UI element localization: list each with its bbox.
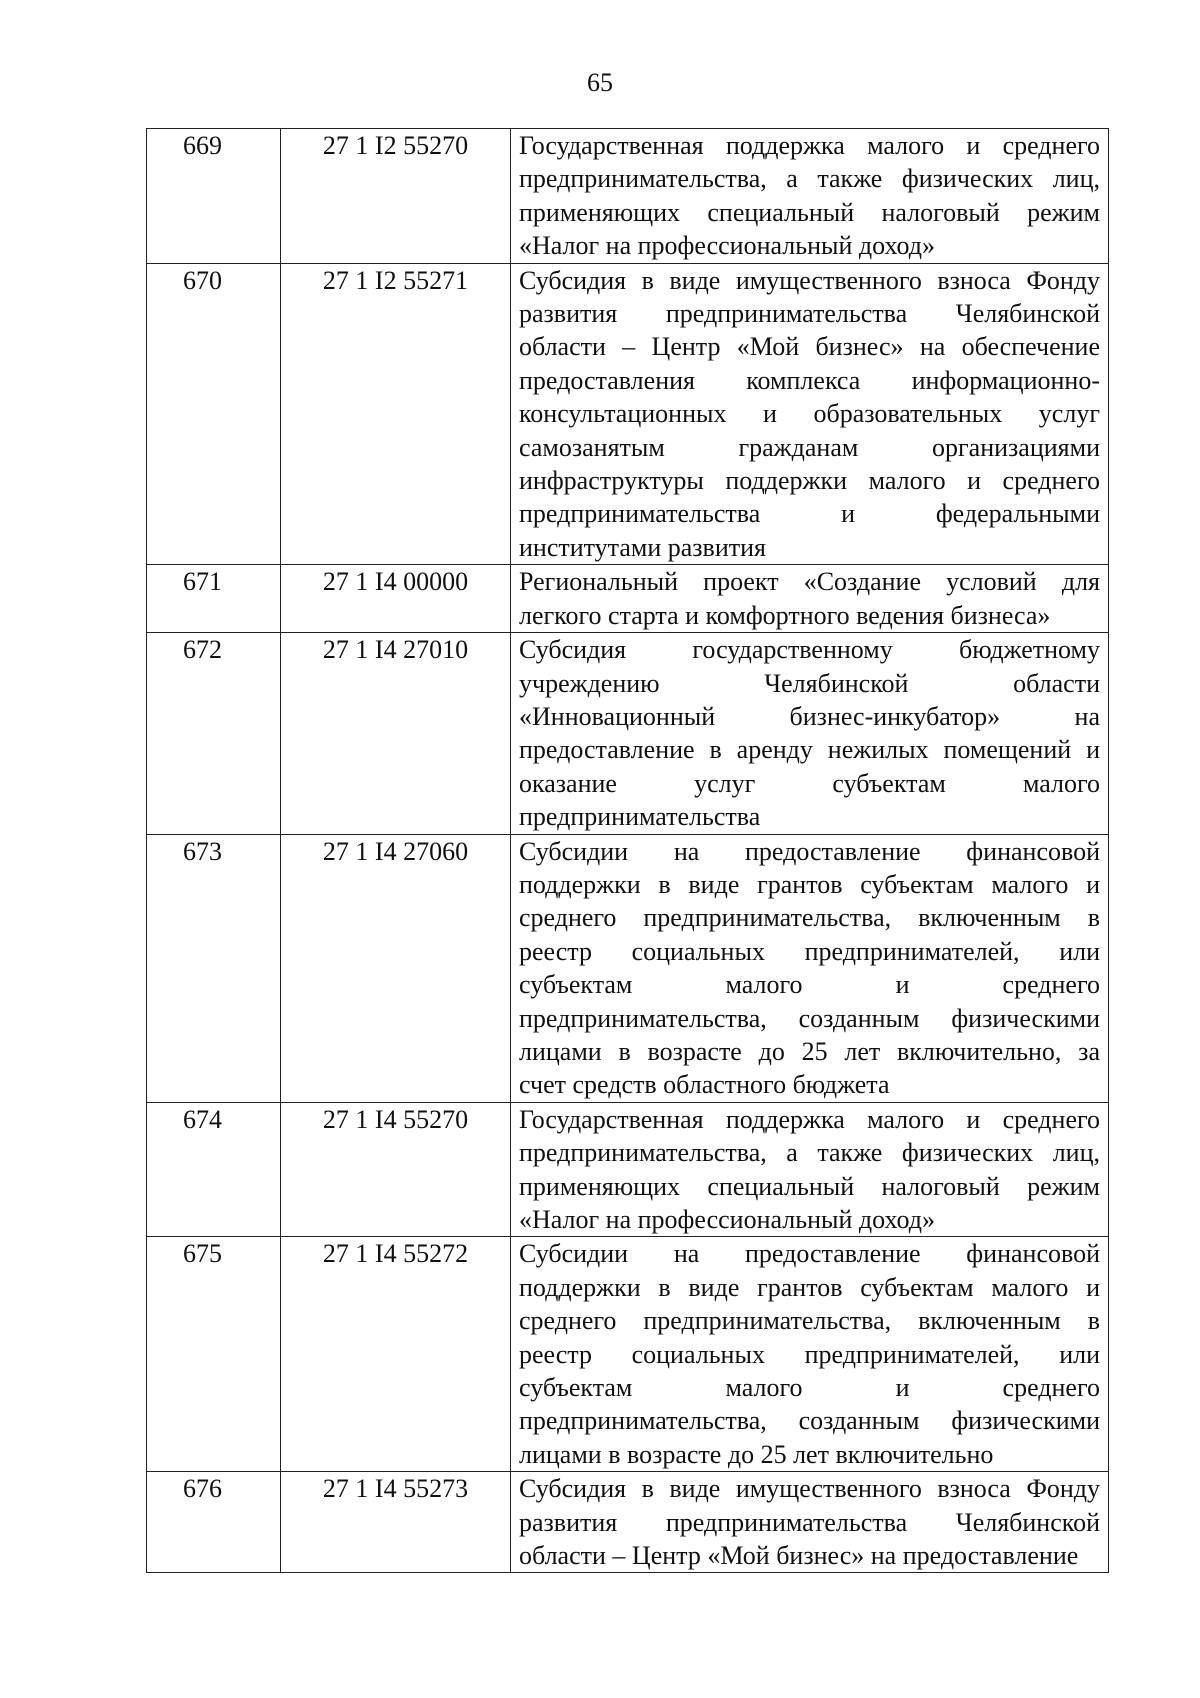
description-line: субъектам малого и среднего (519, 1373, 1100, 1403)
description-line: Государственная поддержка малого и среднего (519, 1104, 1100, 1134)
description-line: предпринимательства (519, 802, 761, 832)
description-line: консультационных и образовательных услуг (519, 399, 1100, 429)
budget-codes-table (146, 128, 1109, 1573)
description-line: Государственная поддержка малого и среднего (519, 131, 1100, 160)
description-line: лицами в возрасте до 25 лет включительно (519, 1439, 994, 1469)
description-line: счет средств областного бюджета (519, 1070, 890, 1100)
description-line: Субсидии на предоставление финансовой (519, 836, 1100, 866)
description-line: области – Центр «Мой бизнес» на обеспечение (519, 332, 1100, 362)
description-line: среднего предпринимательства, включенным в (519, 1306, 1100, 1336)
description-line: «Инновационный бизнес-инкубатор» на (519, 701, 1100, 731)
row-number-cell: 671 (147, 565, 281, 633)
description-cell (511, 834, 1109, 1102)
description-line: развития предпринимательства Челябинской (519, 1507, 1100, 1537)
row-number-cell: 673 (147, 834, 281, 1102)
description-line: институтами развития (519, 532, 766, 562)
description-line: применяющих специальный налоговый режим (519, 1171, 1100, 1201)
table-row (147, 633, 1109, 834)
description-cell (511, 565, 1109, 633)
description-line: Субсидии на предоставление финансовой (519, 1239, 1100, 1269)
budget-code-cell: 27 1 I4 55272 (281, 1237, 511, 1472)
page-number: 65 (587, 68, 613, 97)
row-number-cell: 676 (147, 1472, 281, 1573)
row-number-cell: 675 (147, 1237, 281, 1472)
budget-code-cell: 27 1 I4 27060 (281, 834, 511, 1102)
description-line: реестр социальных предпринимателей, или (519, 1339, 1100, 1369)
description-line: легкого старта и комфортного ведения бизнеса» (519, 600, 1051, 630)
description-line: поддержки в виде грантов субъектам малого и (519, 1272, 1100, 1302)
description-line: среднего предпринимательства, включенным в (519, 903, 1100, 933)
budget-code-cell: 27 1 I4 55270 (281, 1102, 511, 1237)
description-line: реестр социальных предпринимателей, или (519, 936, 1100, 966)
description-line: области – Центр «Мой бизнес» на предоставление (519, 1541, 1079, 1571)
table-row (147, 129, 1109, 264)
description-line: предоставление в аренду нежилых помещений и (519, 735, 1100, 765)
description-line: лицами в возрасте до 25 лет включительно, за (519, 1036, 1100, 1066)
budget-code-cell: 27 1 I4 00000 (281, 565, 511, 633)
row-number-cell: 669 (147, 129, 281, 264)
table-row (147, 263, 1109, 565)
description-line: применяющих специальный налоговый режим (519, 197, 1100, 227)
budget-code-cell: 27 1 I2 55270 (281, 129, 511, 264)
description-line: предпринимательства и федеральными (519, 499, 1100, 529)
description-line: предпринимательства, созданным физическими (519, 1003, 1100, 1033)
description-line: оказание услуг субъектам малого (519, 768, 1100, 798)
budget-code-cell: 27 1 I4 27010 (281, 633, 511, 834)
description-line: Региональный проект «Создание условий для (519, 567, 1100, 597)
table-row (147, 565, 1109, 633)
description-line: Субсидия государственному бюджетному (519, 635, 1100, 665)
table-row (147, 1102, 1109, 1237)
description-line: Субсидия в виде имущественного взноса Фонду (519, 1474, 1100, 1504)
description-line: самозанятым гражданам организациями (519, 432, 1100, 462)
description-line: Субсидия в виде имущественного взноса Фонду (519, 265, 1100, 295)
description-line: предпринимательства, а также физических лиц, (519, 164, 1100, 194)
description-cell (511, 633, 1109, 834)
description-cell (511, 1102, 1109, 1237)
description-line: субъектам малого и среднего (519, 970, 1100, 1000)
description-line: «Налог на профессиональный доход» (519, 1205, 935, 1234)
budget-code-cell: 27 1 I2 55271 (281, 263, 511, 565)
description-line: учреждению Челябинской области (519, 668, 1100, 698)
table-body (147, 129, 1109, 1573)
description-cell (511, 1472, 1109, 1573)
table-row (147, 1237, 1109, 1472)
description-cell (511, 1237, 1109, 1472)
description-cell (511, 263, 1109, 565)
description-line: инфраструктуры поддержки малого и среднего (519, 466, 1100, 496)
table-row (147, 834, 1109, 1102)
description-line: развития предпринимательства Челябинской (519, 299, 1100, 329)
description-line: предпринимательства, созданным физическими (519, 1406, 1100, 1436)
row-number-cell: 670 (147, 263, 281, 565)
row-number-cell: 672 (147, 633, 281, 834)
description-line: «Налог на профессиональный доход» (519, 231, 935, 261)
row-number-cell: 674 (147, 1102, 281, 1237)
description-cell (511, 129, 1109, 264)
description-line: предоставления комплекса информационно- (519, 365, 1100, 395)
table-row (147, 1472, 1109, 1573)
description-line: поддержки в виде грантов субъектам малого и (519, 869, 1100, 899)
description-line: предпринимательства, а также физических лиц, (519, 1138, 1100, 1168)
budget-code-cell: 27 1 I4 55273 (281, 1472, 511, 1573)
